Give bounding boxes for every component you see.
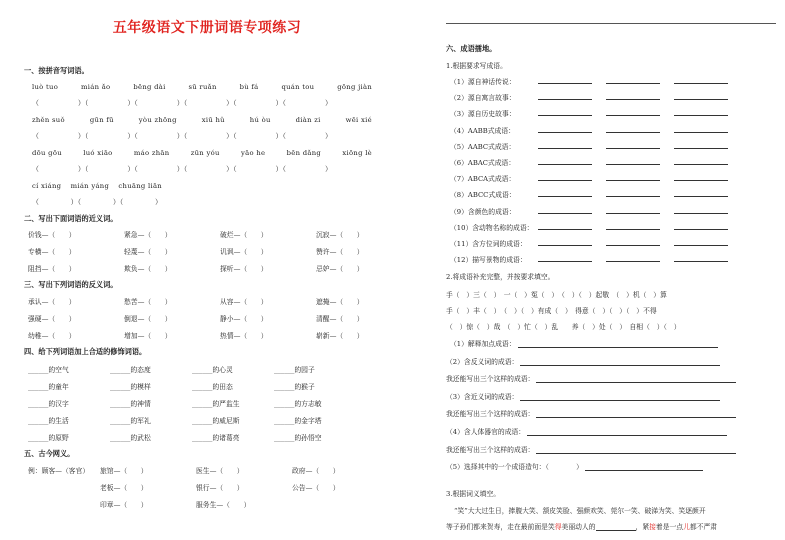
decor-row-5 xyxy=(28,432,356,442)
answer-parens-1 xyxy=(32,98,332,108)
decor-item: ______的空气 xyxy=(28,366,69,374)
pinyin: zūn yóu xyxy=(190,149,220,157)
answer-blank[interactable] xyxy=(538,238,592,246)
decor-item: ______的孙悟空 xyxy=(274,434,322,442)
near-item: 紧急—（ ） xyxy=(124,231,172,239)
pinyin-row-4 xyxy=(32,182,162,190)
near-row-1 xyxy=(28,229,412,239)
q1-answer-blanks xyxy=(538,238,728,246)
decor-item: ______的心灵 xyxy=(192,366,233,374)
text-part: 着是一点 xyxy=(655,523,684,531)
answer-line[interactable] xyxy=(520,359,720,366)
q1-item-label: （6）ABAC式成语： xyxy=(450,159,516,167)
pinyin: diàn zi xyxy=(295,116,321,124)
section-1-heading: 一、按拼音写词语。 xyxy=(24,66,89,75)
sub-question-text: （4）含人体器官的成语： xyxy=(446,428,526,436)
answer-blank[interactable] xyxy=(674,108,728,116)
sub-question xyxy=(446,426,727,436)
section-6-heading: 六、成语擂地。 xyxy=(446,44,497,53)
q1-answer-blanks xyxy=(538,125,728,133)
decor-item: ______的模样 xyxy=(110,383,151,391)
q2-label: 2.将成语补充完整，并按要求填空。 xyxy=(446,273,555,281)
text-part: 都不严肃 xyxy=(689,523,718,531)
answer-blank[interactable] xyxy=(538,254,592,262)
pinyin: bēng dài xyxy=(133,83,166,91)
sub-question xyxy=(450,338,718,348)
decor-row-2 xyxy=(28,381,356,391)
answer-blank[interactable] xyxy=(674,206,728,214)
answer-blank[interactable] xyxy=(606,254,660,262)
answer-blank[interactable] xyxy=(596,524,636,531)
highlight-char: 接 xyxy=(649,523,656,531)
paren: ）（ xyxy=(70,198,82,206)
pinyin: cí xiáng xyxy=(32,182,62,190)
paren: ）（ xyxy=(127,99,138,107)
decor-item: ______的严监生 xyxy=(192,400,240,408)
sub-question-text: （1）解释加点成语： xyxy=(450,340,516,348)
answer-blank[interactable] xyxy=(606,108,660,116)
pinyin: mián ǎo xyxy=(81,83,111,91)
answer-parens-2 xyxy=(32,131,332,141)
q1-label: 1.根据要求写成语。 xyxy=(446,62,507,70)
anti-item: 强硬—（ ） xyxy=(28,315,76,323)
q1-answer-blanks xyxy=(538,189,728,197)
paren: ）（ xyxy=(226,132,237,140)
decor-item: ______的威尼斯 xyxy=(192,417,240,425)
pinyin: mián yáng xyxy=(70,182,110,190)
near-item: 赞许—（ ） xyxy=(316,248,364,256)
pinyin: luó xiāo xyxy=(83,149,113,157)
answer-line[interactable] xyxy=(585,464,703,471)
paren: ）（ xyxy=(112,198,124,206)
pinyin: máo zhān xyxy=(133,149,170,157)
q1-answer-blanks xyxy=(538,92,728,100)
answer-blank[interactable] xyxy=(538,173,592,181)
decor-item: ______的园子 xyxy=(274,366,315,374)
section-4-heading: 四、给下列词语加上合适的修饰词语。 xyxy=(24,347,147,356)
ancient-item: 印章—（ ） xyxy=(100,501,148,509)
near-item: 破烂—（ ） xyxy=(220,231,268,239)
paren: ）（ xyxy=(275,99,287,107)
pinyin-row-2 xyxy=(32,116,372,124)
paren: （ xyxy=(32,198,39,206)
pinyin: chuāng liān xyxy=(118,182,162,190)
answer-blank[interactable] xyxy=(538,189,592,197)
paren: （ xyxy=(32,132,39,140)
near-item: 忌妒—（ ） xyxy=(316,265,364,273)
q1-item-label: （5）AABC式成语： xyxy=(450,142,516,151)
answer-blank[interactable] xyxy=(674,189,728,197)
q1-answer-blanks xyxy=(538,173,728,181)
paragraph-line-1: “笑”大大过生日，捧腹大笑、颔皮笑脸、强颜欢笑、莞尔一笑、破涕为笑、笑逐颜开 xyxy=(454,507,706,515)
decor-row-1 xyxy=(28,364,356,374)
sub-question-text: （5）选择其中的一个成语造句：（ ） xyxy=(446,463,583,472)
ancient-item: 政府—（ ） xyxy=(292,467,340,475)
answer-blank[interactable] xyxy=(674,254,728,262)
section-2-heading: 二、写出下面词语的近义词。 xyxy=(24,214,118,223)
pinyin: bēn dǎng xyxy=(286,149,322,157)
answer-blank[interactable] xyxy=(538,92,592,100)
pinyin: quán tou xyxy=(281,83,315,91)
sub-question-text: 我还能写出三个这样的成语： xyxy=(446,410,535,419)
pinyin: sū ruǎn xyxy=(188,83,217,91)
pinyin: luò tuo xyxy=(32,83,59,91)
pinyin-row-1 xyxy=(32,83,372,91)
q1-answer-blanks xyxy=(538,108,728,116)
paragraph-line-2 xyxy=(446,521,717,531)
sub-question xyxy=(446,444,736,454)
right-column xyxy=(440,0,770,540)
near-item: 轻蔑—（ ） xyxy=(124,248,172,256)
idiom-row-1: 手（ ）三（ ） 一（ ）冤（ ） （ ）（ ）起敬 （ ）机（ ）算 xyxy=(446,291,667,299)
decor-item: ______的田态 xyxy=(192,383,233,391)
paren: （ xyxy=(32,99,39,107)
section-3-heading: 三、写出下列词语的反义词。 xyxy=(24,280,118,289)
sub-question xyxy=(446,356,720,366)
decor-item: ______的原野 xyxy=(28,434,69,442)
pinyin: yāo he xyxy=(240,149,266,157)
sub-question-text: （3）含近义词的成语： xyxy=(446,392,519,401)
decor-item: ______的猴子 xyxy=(274,383,315,391)
near-item: 沉寂—（ ） xyxy=(316,231,364,239)
pinyin: gūn fū xyxy=(89,116,114,124)
ancient-item: 服务生—（ ） xyxy=(196,501,251,509)
answer-blank[interactable] xyxy=(674,76,728,84)
paren: ）（ xyxy=(127,165,138,173)
decor-item: ______的汉字 xyxy=(28,400,69,408)
decor-row-3 xyxy=(28,398,356,408)
answer-line[interactable] xyxy=(536,376,736,383)
text-part: 美丽动人的 xyxy=(561,523,596,531)
q1-item-label: （7）ABCA式成语： xyxy=(450,175,516,184)
near-item: 价钱—（ ） xyxy=(28,231,76,239)
answer-blank[interactable] xyxy=(538,222,592,230)
pinyin-row-3 xyxy=(32,149,372,157)
section-5-heading: 五、古今网义。 xyxy=(24,449,75,458)
pinyin: wēi xié xyxy=(345,116,372,124)
near-row-3 xyxy=(28,263,412,273)
answer-blank[interactable] xyxy=(606,206,660,214)
answer-blank[interactable] xyxy=(538,141,592,149)
ancient-row-3 xyxy=(100,499,292,509)
anti-item: 崭新—（ ） xyxy=(316,332,364,340)
pinyin: hú òu xyxy=(249,116,271,124)
answer-blank[interactable] xyxy=(674,125,728,133)
anti-row-2 xyxy=(28,313,412,323)
decor-item: ______的金字塔 xyxy=(274,417,322,425)
paren: ）（ xyxy=(77,165,89,173)
answer-line[interactable] xyxy=(527,429,727,436)
answer-line[interactable] xyxy=(520,394,720,401)
decor-item: ______的武松 xyxy=(110,434,151,442)
sub-question xyxy=(446,408,736,418)
near-item: 阻挡—（ ） xyxy=(28,265,76,273)
q1-answer-blanks xyxy=(538,157,728,165)
answer-blank[interactable] xyxy=(674,157,728,165)
answer-blank[interactable] xyxy=(538,206,592,214)
sub-question xyxy=(446,373,736,383)
decor-item: ______的童年 xyxy=(28,383,69,391)
anti-item: 静小—（ ） xyxy=(220,315,268,323)
paren: ）（ xyxy=(176,132,188,140)
text-part: ，紧 xyxy=(635,523,650,531)
paren: ） xyxy=(324,132,332,140)
page-title: 五年级语文下册词语专项练习 xyxy=(112,20,302,36)
decor-item: ______的军礼 xyxy=(110,417,151,425)
near-item: 探听—（ ） xyxy=(220,265,268,273)
ancient-row-2 xyxy=(100,482,388,492)
paren: ）（ xyxy=(275,165,287,173)
anti-item: 遮掩—（ ） xyxy=(316,298,364,306)
paren: ）（ xyxy=(176,99,188,107)
answer-parens-4 xyxy=(32,197,162,207)
idiom-row-3: （ ）惊（ ）哉 （ ）忙（ ）乱 养（ ）处（ ） 自相（ ）（ ） xyxy=(446,323,681,331)
ancient-item: 医生—（ ） xyxy=(196,467,244,475)
answer-blank[interactable] xyxy=(674,173,728,181)
left-column xyxy=(24,0,390,540)
sub-question xyxy=(446,391,720,401)
answer-blank[interactable] xyxy=(674,141,728,149)
near-item: 专横—（ ） xyxy=(28,248,76,256)
answer-blank[interactable] xyxy=(674,92,728,100)
near-item: 讥讽—（ ） xyxy=(220,248,268,256)
anti-item: 承认—（ ） xyxy=(28,298,76,306)
answer-blank[interactable] xyxy=(538,76,592,84)
anti-item: 倒退—（ ） xyxy=(124,315,172,323)
pinyin: zhěn suǒ xyxy=(32,116,65,124)
answer-blank[interactable] xyxy=(674,222,728,230)
q1-answer-blanks xyxy=(538,206,728,214)
paren: ） xyxy=(324,99,332,107)
ancient-item: 银行—（ ） xyxy=(196,484,244,492)
ancient-row-1 xyxy=(100,465,388,475)
highlight-char: 得 xyxy=(554,523,562,531)
ancient-item: 老板—（ ） xyxy=(100,484,148,492)
q1-item-label: （10）含动物名称的成语： xyxy=(450,223,534,232)
text-part: 等子孙们都来贺寿，走在最前面是笑 xyxy=(446,523,555,531)
decor-item: ______的神情 xyxy=(110,400,151,408)
ancient-item: 公告—（ ） xyxy=(292,484,340,492)
answer-blank[interactable] xyxy=(538,157,592,165)
answer-blank[interactable] xyxy=(606,222,660,230)
idiom-row-2: 手（ ）丰（ ） （ ）（ ）有成（ ） 得意（ ）（ ）（ ）不得 xyxy=(446,307,657,315)
paren: ）（ xyxy=(176,165,188,173)
paren: ）（ xyxy=(77,99,89,107)
pinyin: xiū hǔ xyxy=(201,116,225,124)
anti-item: 增加—（ ） xyxy=(124,332,172,340)
sub-question-text: 我还能写出三个这样的成语： xyxy=(446,375,535,384)
q3-label: 3.根据词义填空。 xyxy=(446,490,501,498)
pinyin: gōng jiàn xyxy=(337,83,372,91)
q1-item-label: （2）源自寓言故事： xyxy=(450,94,516,103)
anti-item: 清醒—（ ） xyxy=(316,315,364,323)
pinyin: xiōng lè xyxy=(342,149,372,157)
answer-blank[interactable] xyxy=(674,238,728,246)
pinyin: yòu zhōng xyxy=(138,116,177,124)
anti-row-3 xyxy=(28,330,412,340)
sub-question xyxy=(446,461,703,471)
paren: （ xyxy=(32,165,39,173)
q1-item-label: （12）描写景物的成语： xyxy=(450,256,527,265)
pinyin: bù fá xyxy=(239,83,259,91)
anti-item: 从容—（ ） xyxy=(220,298,268,306)
q1-item-label: （8）ABCC式成语： xyxy=(450,191,516,200)
answer-blank[interactable] xyxy=(606,189,660,197)
answer-line[interactable] xyxy=(536,447,736,454)
answer-blank[interactable] xyxy=(606,125,660,133)
answer-blank[interactable] xyxy=(606,157,660,165)
ancient-example: 例：顾客—（客官） xyxy=(28,467,90,475)
q1-item-label: （11）含方位词的成语： xyxy=(450,240,527,248)
paren: ） xyxy=(324,165,332,173)
paren: ）（ xyxy=(226,165,237,173)
q1-item-label: （9）含颜色的成语： xyxy=(450,207,516,216)
decor-item: ______的态度 xyxy=(110,366,151,374)
decor-row-4 xyxy=(28,415,356,425)
anti-item: 幼稚—（ ） xyxy=(28,332,76,340)
paren: ）（ xyxy=(275,132,287,140)
sub-question-text: （2）含反义词的成语： xyxy=(446,357,519,366)
q1-item-label: （4）AABB式成语： xyxy=(450,126,515,135)
answer-line[interactable] xyxy=(518,341,718,348)
q1-item-label: （1）源自神话传说： xyxy=(450,78,516,86)
answer-blank[interactable] xyxy=(606,92,660,100)
q1-answer-blanks xyxy=(538,222,728,230)
decor-item: ______的方志敏 xyxy=(274,400,322,408)
near-row-2 xyxy=(28,246,412,256)
anti-item: 热情—（ ） xyxy=(220,332,268,340)
anti-row-1 xyxy=(28,296,412,306)
paren: ）（ xyxy=(77,132,89,140)
answer-blank[interactable] xyxy=(606,173,660,181)
answer-parens-3 xyxy=(32,164,332,174)
pinyin: dōu gōu xyxy=(32,149,62,157)
answer-line[interactable] xyxy=(536,411,736,418)
answer-blank[interactable] xyxy=(606,238,660,246)
answer-blank[interactable] xyxy=(606,76,660,84)
decor-item: ______的诸葛亮 xyxy=(192,434,240,442)
q1-answer-blanks xyxy=(538,141,728,149)
decor-item: ______的生活 xyxy=(28,417,69,425)
paren: ） xyxy=(154,198,162,206)
anti-item: 愁苦—（ ） xyxy=(124,298,172,306)
answer-blank[interactable] xyxy=(538,125,592,133)
highlight-char: 儿 xyxy=(683,523,690,531)
q1-answer-blanks xyxy=(538,76,728,84)
q1-item-label: （3）源自历史故事： xyxy=(450,110,516,119)
answer-blank[interactable] xyxy=(538,108,592,116)
sub-question-text: 我还能写出三个这样的成语： xyxy=(446,445,535,454)
header-rule xyxy=(446,23,776,24)
q1-answer-blanks xyxy=(538,254,728,262)
ancient-item: 旅馆—（ ） xyxy=(100,467,148,475)
near-item: 欺负—（ ） xyxy=(124,265,172,273)
answer-blank[interactable] xyxy=(606,141,660,149)
paren: ）（ xyxy=(127,132,138,140)
paren: ）（ xyxy=(226,99,237,107)
